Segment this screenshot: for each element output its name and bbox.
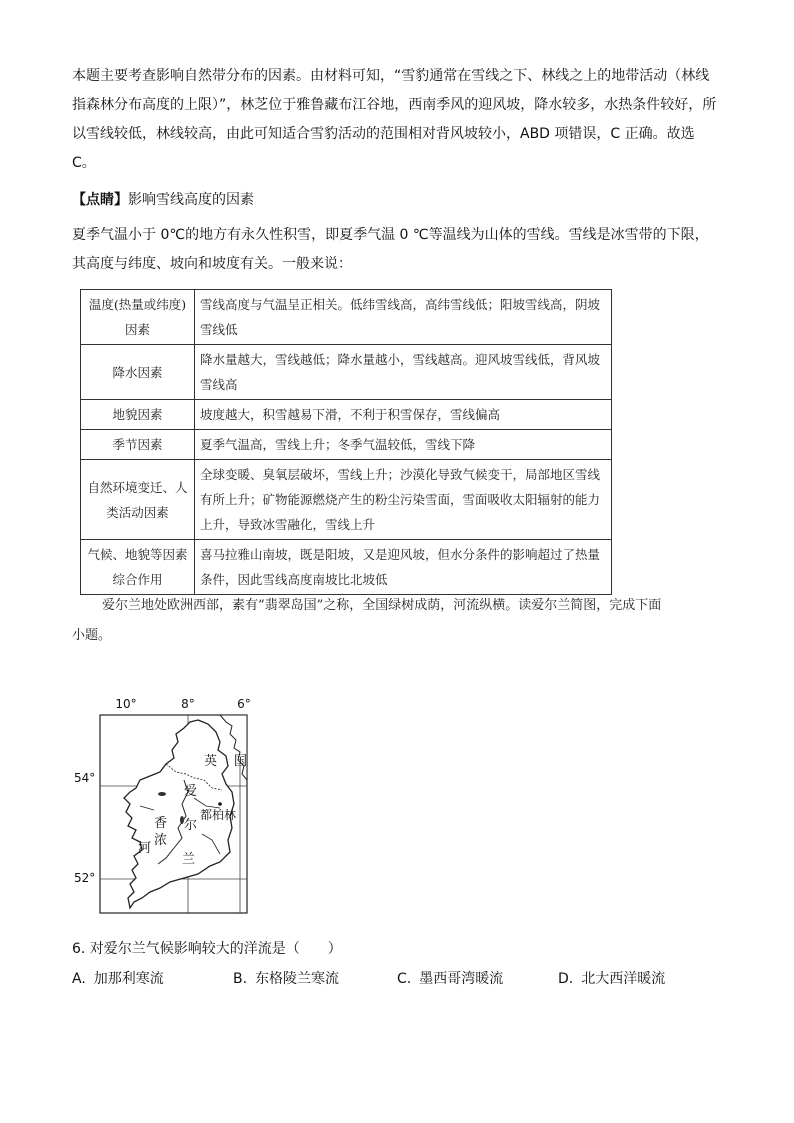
ireland-map [70, 688, 270, 918]
option-text: 墨西哥湾暖流 [419, 971, 504, 987]
material-line-1: 爱尔兰地处欧洲西部，素有“翡翠岛国”之称，全国绿树成荫，河流纵横。读爱尔兰简图，完成下面 [102, 598, 662, 613]
table-row [81, 460, 612, 540]
table-row [81, 540, 612, 595]
analysis-paragraph: 本题主要考查影响自然带分布的因素。由材料可知，“雪豹通常在雪线之下、林线之上的地带活动（林线指森林分布高度的上限）”，林芝位于雅鲁藏布江谷地，西南季风的迎风坡，降水较多，水热条件较好，所以雪线较低，林线较高，由此可知适合雪豹活动的范围相对背风坡较小，ABD 项错误，C 正确。故选 C。 [72, 68, 717, 171]
description-cell: 坡度越大，积雪越易下滑，不利于积雪保存，雪线偏高 [195, 400, 612, 430]
table-row [81, 345, 612, 400]
description-cell: 全球变暖、臭氧层破坏，雪线上升；沙漠化导致气候变干，局部地区雪线有所上升；矿物能源燃烧产生的粉尘污染雪面，雪面吸收太阳辐射的能力上升，导致冰雪融化，雪线上升 [195, 460, 612, 540]
factor-cell: 温度(热量或纬度)因素 [81, 290, 195, 345]
key-point-label: 【点睛】 [72, 192, 128, 208]
table-row [81, 290, 612, 345]
label-shannon-2: 浓 [154, 833, 168, 848]
option-label: C. [397, 971, 412, 987]
option-text: 加那利寒流 [93, 971, 164, 987]
label-ireland-3: 兰 [182, 852, 196, 867]
lon-label-6: 6° [237, 697, 251, 711]
answer-options [72, 968, 722, 994]
option-d[interactable] [558, 968, 665, 988]
lake [158, 792, 166, 796]
factor-cell: 自然环境变迁、人类活动因素 [81, 460, 195, 540]
option-a[interactable] [72, 968, 164, 988]
label-uk-2: 国 [234, 754, 248, 769]
option-text: 北大西洋暖流 [581, 971, 666, 987]
key-point-heading [72, 188, 254, 212]
label-ireland-1: 爱 [184, 784, 198, 799]
snowline-factor-table [80, 289, 612, 595]
lon-label-8: 8° [181, 697, 195, 711]
dublin-marker [218, 802, 222, 806]
lat-label-54: 54° [74, 771, 96, 785]
description-cell: 雪线高度与气温呈正相关。低纬雪线高，高纬雪线低；阳坡雪线高，阴坡雪线低 [195, 290, 612, 345]
option-label: B. [233, 971, 248, 987]
factor-cell: 地貌因素 [81, 400, 195, 430]
option-text: 东格陵兰寒流 [255, 971, 340, 987]
description-cell: 喜马拉雅山南坡，既是阳坡，又是迎风坡，但水分条件的影响超过了热量条件，因此雪线高度南坡比北坡低 [195, 540, 612, 595]
table-row [81, 430, 612, 460]
option-b[interactable] [233, 968, 339, 988]
factor-cell: 降水因素 [81, 345, 195, 400]
label-uk-1: 英 [204, 754, 218, 769]
label-dublin: 都柏林 [200, 808, 237, 822]
label-ireland-2: 尔 [184, 818, 198, 833]
option-label: A. [72, 971, 86, 987]
description-cell: 降水量越大，雪线越低；降水量越小，雪线越高。迎风坡雪线低，背风坡雪线高 [195, 345, 612, 400]
label-shannon-1: 香 [154, 816, 168, 831]
lon-label-10: 10° [115, 697, 137, 711]
factor-cell: 季节因素 [81, 430, 195, 460]
key-point-title: 影响雪线高度的因素 [128, 192, 254, 208]
label-shannon-3: 河 [138, 841, 152, 856]
option-label: D. [558, 971, 574, 987]
lat-label-52: 52° [74, 871, 96, 885]
option-c[interactable] [397, 968, 503, 988]
snowline-intro-paragraph: 夏季气温小于 0℃的地方有永久性积雪，即夏季气温 0 ℃等温线为山体的雪线。雪线是冰雪带的下限，其高度与纬度、坡向和坡度有关。一般来说： [72, 227, 709, 272]
description-cell: 夏季气温高，雪线上升；冬季气温较低，雪线下降 [195, 430, 612, 460]
table-row [81, 400, 612, 430]
material-line-2: 小题。 [72, 628, 112, 643]
question-stem: 6. 对爱尔兰气候影响较大的洋流是（ ） [72, 941, 342, 957]
factor-cell: 气候、地貌等因素综合作用 [81, 540, 195, 595]
